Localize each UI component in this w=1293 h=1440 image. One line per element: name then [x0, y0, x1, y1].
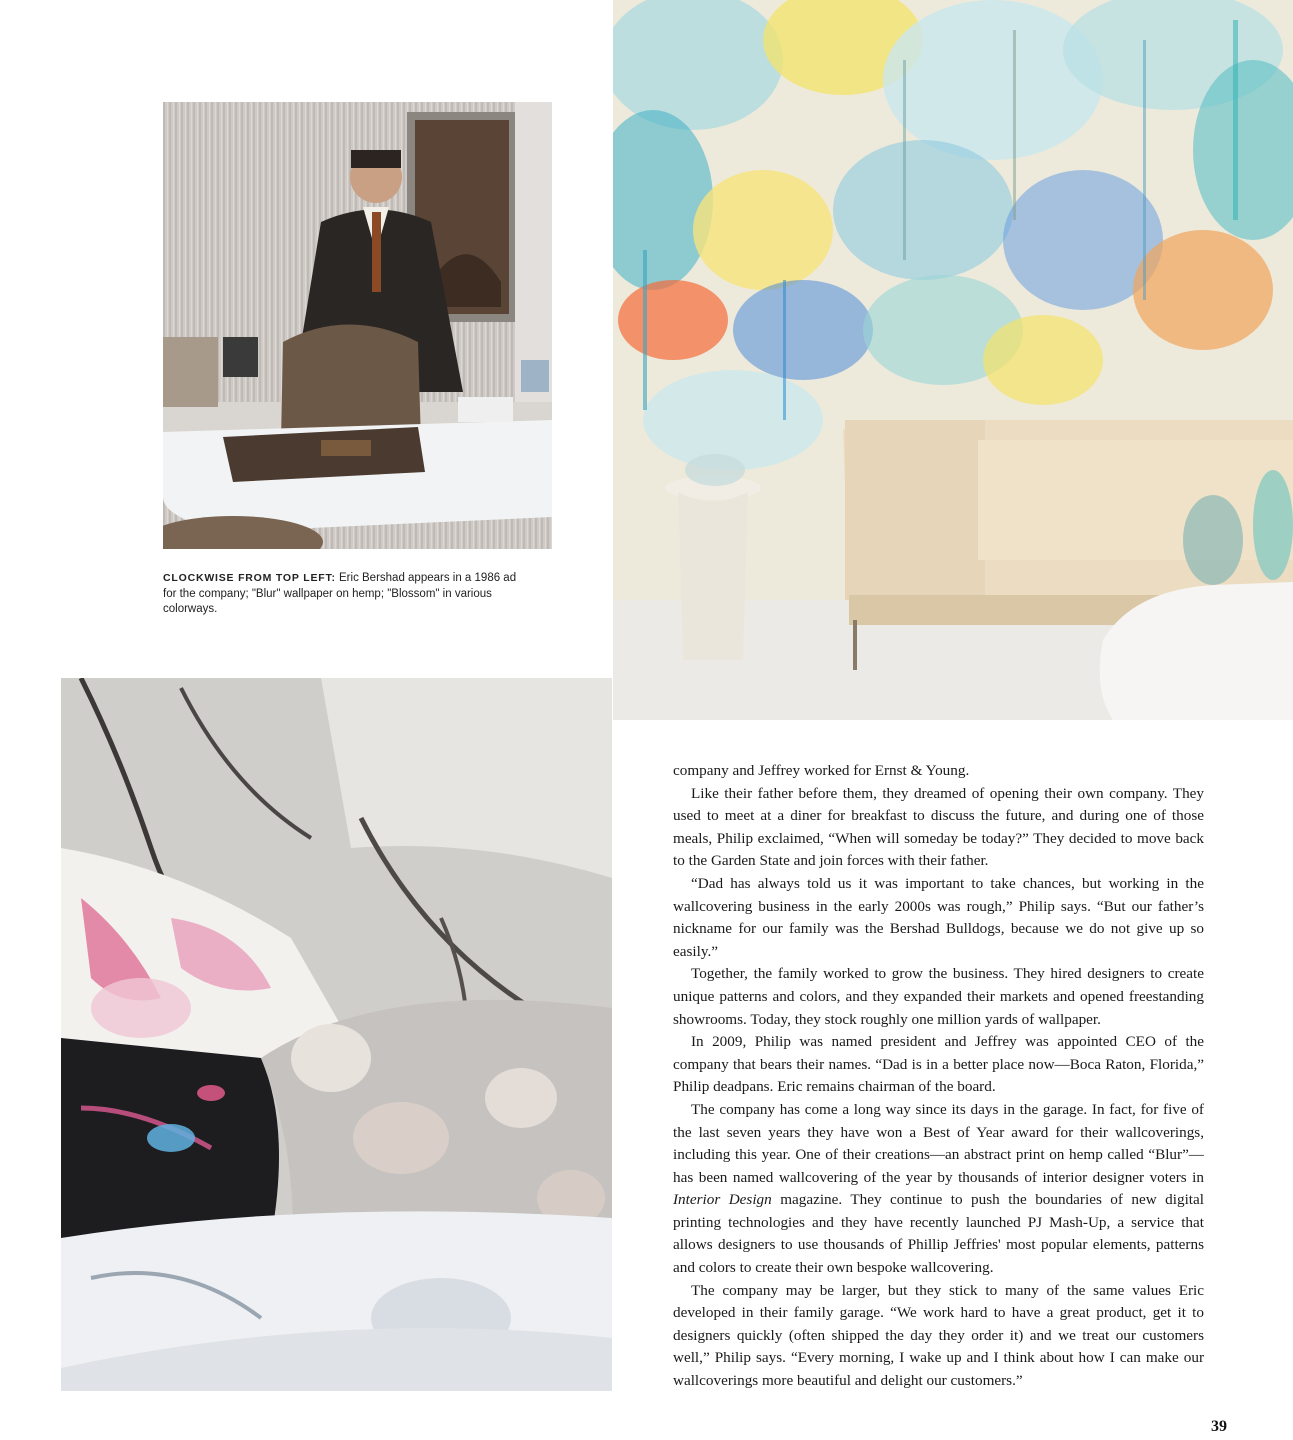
article-paragraph: The company may be larger, but they stick to many of the same values Eric developed in their family garage. “We work hard to have a great product, get it to designers quickly (often shipped the day they order it) and we treat our customers well,” Philip says. “Every morning, I wake up and I think about how I can make our wallcoverings more beautiful and delight our customers.”	[673, 1281, 1204, 1390]
article-paragraph-interior-design	[673, 1099, 1204, 1280]
page-number: 39	[1211, 1418, 1227, 1435]
article-body	[673, 760, 1204, 1393]
caption-lead: CLOCKWISE FROM TOP LEFT:	[163, 572, 336, 584]
photo-blur-wallpaper-room	[613, 0, 1293, 720]
magazine-title: Interior Design	[673, 1191, 772, 1209]
article-paragraph: Together, the family worked to grow the business. They hired designers to create unique patterns and colors, and they expanded their markets and opened freestanding showrooms. Today, they stock roughly one million yards of wallpaper.	[673, 965, 1204, 1028]
article-paragraph-text: The company has come a long way since its days in the garage. In fact, for five of the last seven years they have won a Best of Year award for their wallcoverings, including this year. One of their creations—an abstract print on hemp called “Blur”— has been named wallcovering of the year by thousands of interior designer voters in	[673, 1100, 1204, 1186]
photo-caption	[163, 571, 523, 618]
article-paragraph: In 2009, Philip was named president and Jeffrey was appointed CEO of the company that bears their names. “Dad is in a better place now—Boca Raton, Florida,” Philip deadpans. Eric remains chairman of the board.	[673, 1033, 1204, 1096]
photo-blossom-wallpaper-rolls	[61, 678, 612, 1391]
article-paragraph: “Dad has always told us it was important to take chances, but working in the wallcovering business in the early 2000s was rough,” Philip says. “But our father’s nickname for our family was the Bershad Bulldogs, because we do not give up so easily.”	[673, 874, 1204, 960]
photo-eric-bershad-office	[163, 102, 552, 549]
article-paragraph: company and Jeffrey worked for Ernst & Young.	[673, 762, 970, 779]
caption-text: Eric Bershad appears in a 1986 ad for the company; "Blur" wallpaper on hemp; "Blossom" in various colorways.	[163, 572, 517, 615]
article-paragraph-text: magazine. They continue to push the boundaries of new digital printing technologies and they have recently launched PJ Mash-Up, a service that allows designers to use thousands of Phillip Jeffries' most popular elements, patterns and colors to create their own bespoke wallcovering.	[673, 1191, 1204, 1277]
article-paragraph: Like their father before them, they dreamed of opening their own company. They used to meet at a diner for breakfast to discuss the future, and during one of those meals, Philip exclaimed, “When will someday be today?” They decided to move back to the Garden State and join forces with their father.	[673, 784, 1204, 870]
